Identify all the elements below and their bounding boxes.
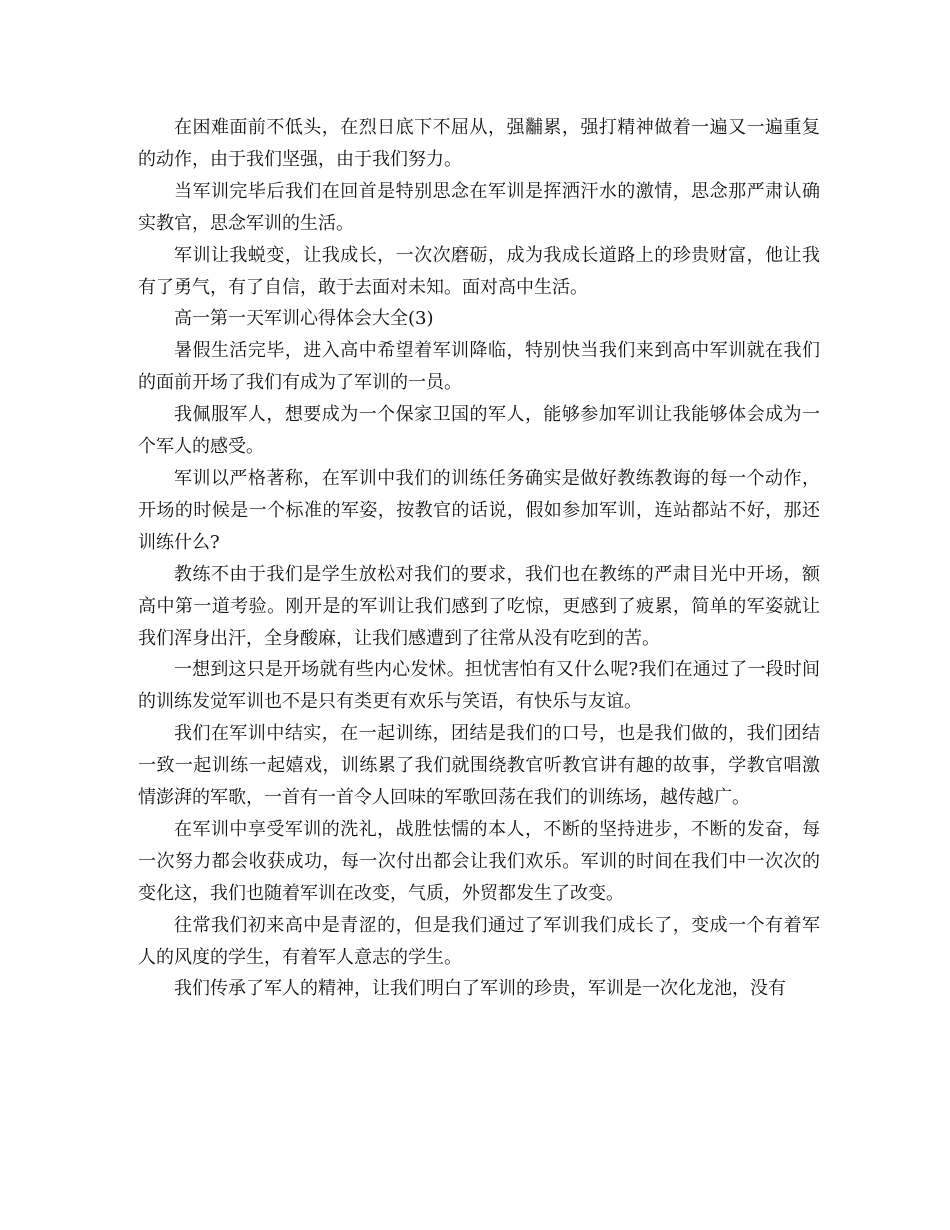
document-body	[138, 112, 820, 1005]
paragraph: 军训以严格著称，在军训中我们的训练任务确实是做好教练教诲的每一个动作，开场的时候是一个标准的军姿，按教官的话说，假如参加军训，连站都站不好，那还训练什么?	[138, 467, 820, 553]
paragraph: 我佩服军人，想要成为一个保家卫国的军人，能够参加军训让我能够体会成为一个军人的感受。	[138, 404, 820, 458]
paragraph: 一想到这只是开场就有些内心发怵。担忧害怕有又什么呢?我们在通过了一段时间的训练发觉军训也不是只有类更有欢乐与笑语，有快乐与友谊。	[138, 659, 820, 713]
paragraph: 当军训完毕后我们在回首是特别思念在军训是挥洒汗水的激情，思念那严肃认确实教官，思念军训的生活。	[138, 180, 820, 234]
paragraph: 军训让我蜕变，让我成长，一次次磨砺，成为我成长道路上的珍贵财富，他让我有了勇气，有了自信，敢于去面对未知。面对高中生活。	[138, 244, 820, 298]
paragraph: 在困难面前不低头，在烈日底下不屈从，强黼累，强打精神做着一遍又一遍重复的动作，由于我们坚强，由于我们努力。	[138, 117, 820, 170]
paragraph: 往常我们初来高中是青涩的，但是我们通过了军训我们成长了，变成一个有着军人的风度的学生，有着军人意志的学生。	[138, 914, 820, 968]
paragraph: 教练不由于我们是学生放松对我们的要求，我们也在教练的严肃目光中开场，额高中第一道考验。刚开是的军训让我们感到了吃惊，更感到了疲累，简单的军姿就让我们浑身出汗，全身酸麻，让我们感遭到了往常从没有吃到的苦。	[138, 563, 820, 649]
paragraph: 暑假生活完毕，进入高中希望着军训降临，特别快当我们来到高中军训就在我们的面前开场了我们有成为了军训的一员。	[138, 340, 820, 394]
paragraph: 我们传承了军人的精神，让我们明白了军训的珍贵，军训是一次化龙池，没有	[174, 978, 786, 1000]
section-heading: 高一第一天军训心得体会大全(3)	[174, 308, 434, 330]
paragraph: 在军训中享受军训的洗礼，战胜怯懦的本人，不断的坚持进步，不断的发奋，每一次努力都会收获成功，每一次付出都会让我们欢乐。军训的时间在我们中一次次的变化这，我们也随着军训在改变，气质，外贸都发生了改变。	[138, 818, 820, 904]
paragraph: 我们在军训中结实，在一起训练，团结是我们的口号，也是我们做的，我们团结一致一起训练一起嬉戏，训练累了我们就围绕教官听教官讲有趣的故事，学教官唱激情澎湃的军歌，一首有一首令人回味的军歌回荡在我们的训练场，越传越广。	[138, 723, 820, 809]
